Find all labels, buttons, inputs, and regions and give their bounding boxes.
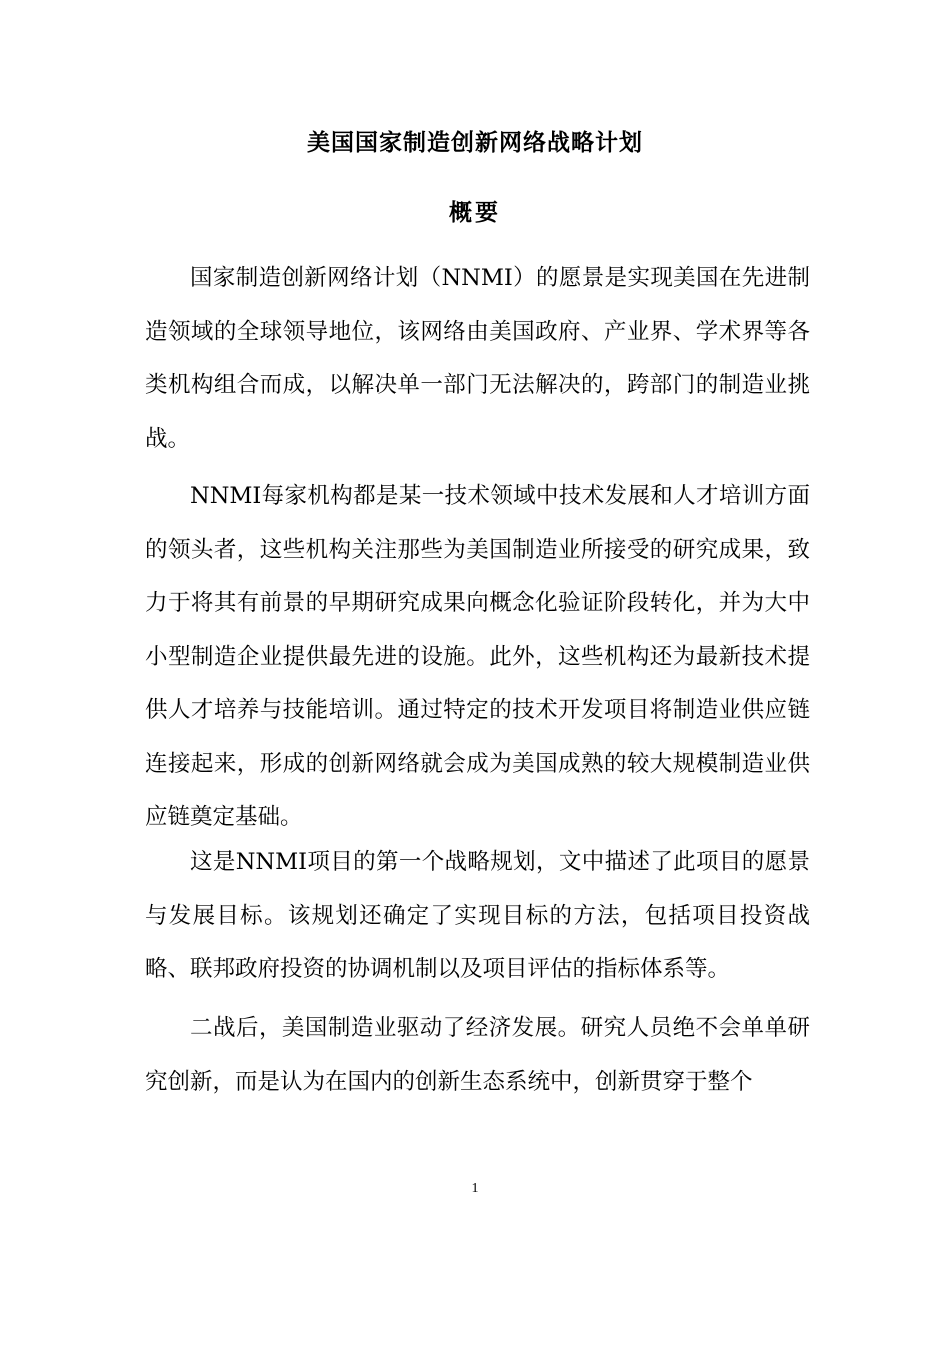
paragraph-vision: 国家制造创新网络计划（NNMI）的愿景是实现美国在先进制造领域的全球领导地位，该网络由美国政府、产业界、学术界等各类机构组合而成，以解决单一部门无法解决的，跨部门的制造业挑战。 (145, 265, 810, 452)
paragraph-strategic-plan: 这是NNMI项目的第一个战略规划，文中描述了此项目的愿景与发展目标。该规划还确定了实现目标的方法，包括项目投资战略、联邦政府投资的协调机制以及项目评估的指标体系等。 (145, 849, 810, 982)
paragraph-postwar: 二战后，美国制造业驱动了经济发展。研究人员绝不会单单研究创新，而是认为在国内的创新生态系统中，创新贯穿于整个 (145, 1015, 810, 1095)
section-heading: 概要 (449, 199, 501, 226)
paragraph-institutes: NNMI每家机构都是某一技术领域中技术发展和人才培训方面的领头者，这些机构关注那些为美国制造业所接受的研究成果，致力于将其有前景的早期研究成果向概念化验证阶段转化，并为大中小型制造企业提供最先进的设施。此外，这些机构还为最新技术提供人才培养与技能培训。通过特定的技术开发项目将制造业供应链连接起来，形成的创新网络就会成为美国成熟的较大规模制造业供应链奠定基础。 (145, 483, 810, 830)
page-number: 1 (471, 1181, 479, 1196)
page-title: 美国国家制造创新网络战略计划 (307, 129, 643, 156)
